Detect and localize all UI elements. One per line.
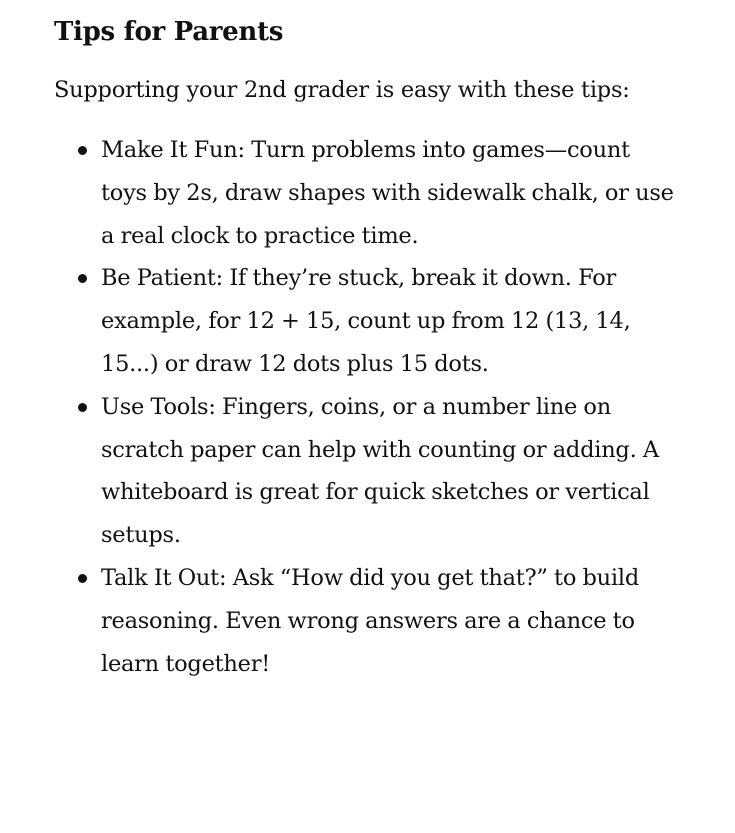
tips-list xyxy=(54,129,681,685)
tip-text: Be Patient: If they’re stuck, break it down. For example, for 12 + 15, count up from 12 (13, 14, 15...) or draw 12 dots plus 15 dots. xyxy=(101,265,631,377)
tip-item-talk-it-out xyxy=(54,557,681,685)
intro-text: Supporting your 2nd grader is easy with these tips: xyxy=(54,77,630,103)
bullet-icon xyxy=(78,274,87,283)
tip-text: Make It Fun: Turn problems into games—count toys by 2s, draw shapes with sidewalk chalk, or use a real clock to practice time. xyxy=(101,137,674,249)
section-title: Tips for Parents xyxy=(54,17,284,47)
bullet-icon xyxy=(78,146,87,155)
bullet-icon xyxy=(78,574,87,583)
tip-item-make-it-fun xyxy=(54,129,681,257)
bullet-icon xyxy=(78,403,87,412)
tip-item-be-patient xyxy=(54,257,681,385)
tip-text: Use Tools: Fingers, coins, or a number line on scratch paper can help with counting or adding. A whiteboard is great for quick sketches or vertical setups. xyxy=(101,393,659,549)
tip-text: Talk It Out: Ask “How did you get that?” to build reasoning. Even wrong answers are a chance to learn together! xyxy=(101,564,639,677)
tip-item-use-tools xyxy=(54,386,681,557)
